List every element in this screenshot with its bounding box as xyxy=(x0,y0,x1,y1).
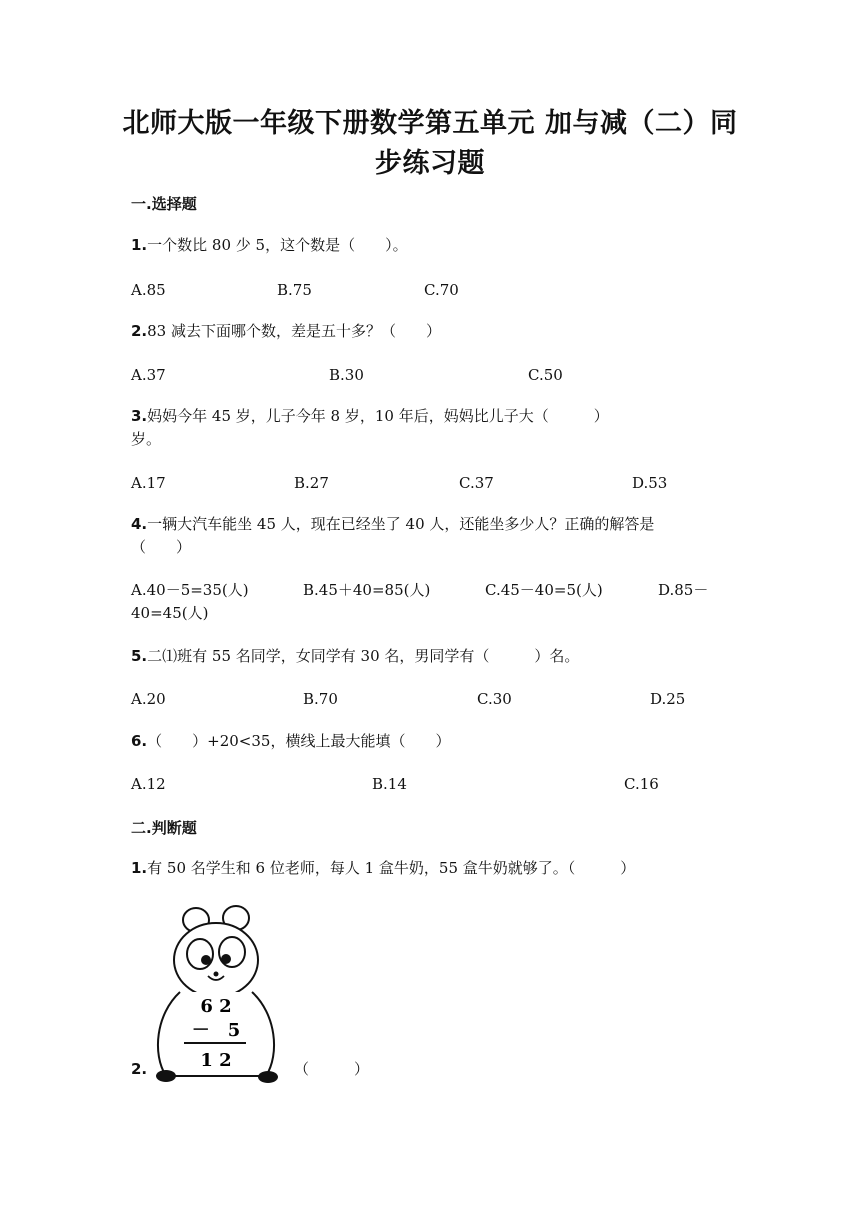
question-text-cont: （ ） xyxy=(131,538,192,556)
section-heading-choice: 一.选择题 xyxy=(131,195,197,213)
option-c[interactable]: C.50 xyxy=(528,366,563,384)
option-c[interactable]: C.37 xyxy=(459,474,494,492)
question-number: 5. xyxy=(131,647,148,665)
option-c[interactable]: C.70 xyxy=(424,281,459,299)
option-a[interactable]: A.40－5=35(人) xyxy=(131,581,249,599)
question-number: 2. xyxy=(131,322,148,340)
option-c[interactable]: C.16 xyxy=(624,775,659,793)
options-5 xyxy=(131,688,731,734)
options-6 xyxy=(131,773,731,819)
question-text: 一辆大汽车能坐 45 人，现在已经坐了 40 人，还能坐多少人？正确的解答是 xyxy=(147,515,655,533)
question-number: 3. xyxy=(131,407,148,425)
option-d[interactable]: D.85－ xyxy=(658,581,709,599)
option-a[interactable]: A.12 xyxy=(131,775,166,793)
judge-question-1 xyxy=(131,857,731,880)
question-number: 2. xyxy=(131,1060,148,1078)
option-c[interactable]: C.30 xyxy=(477,690,512,708)
option-b[interactable]: B.45＋40=85(人) xyxy=(303,581,431,599)
question-number: 1. xyxy=(131,859,148,877)
question-number: 1. xyxy=(131,236,148,254)
question-3 xyxy=(131,405,731,451)
option-c[interactable]: C.45－40=5(人) xyxy=(485,581,603,599)
option-a[interactable]: A.37 xyxy=(131,366,166,384)
subtraction-operand: － 5 xyxy=(191,1020,241,1041)
page-title xyxy=(100,104,760,184)
answer-paren[interactable]: （ ） xyxy=(294,1060,370,1078)
panda-icon xyxy=(152,904,284,1090)
option-a[interactable]: A.20 xyxy=(131,690,166,708)
subtraction-top: 6 2 xyxy=(200,996,232,1017)
option-a[interactable]: A.17 xyxy=(131,474,166,492)
question-number: 6. xyxy=(131,732,148,750)
question-text: 二⑴班有 55 名同学，女同学有 30 名，男同学有（ ）名。 xyxy=(147,647,580,665)
subtraction-result: 1 2 xyxy=(200,1050,232,1071)
option-d[interactable]: D.25 xyxy=(650,690,686,708)
question-4 xyxy=(131,513,731,559)
question-6 xyxy=(131,730,731,753)
option-b[interactable]: B.70 xyxy=(303,690,338,708)
option-b[interactable]: B.14 xyxy=(372,775,407,793)
question-text: 83 减去下面哪个数，差是五十多？（ ） xyxy=(147,322,441,340)
options-2 xyxy=(131,364,731,410)
question-text: 有 50 名学生和 6 位老师，每人 1 盒牛奶，55 盒牛奶就够了。（ ） xyxy=(147,859,636,877)
options-4 xyxy=(131,579,731,625)
question-text: （ ）+20<35，横线上最大能填（ ） xyxy=(147,732,451,750)
question-text-cont: 岁。 xyxy=(131,430,162,448)
title-line-1: 北师大版一年级下册数学第五单元 加与减（二）同 xyxy=(122,108,738,139)
question-5 xyxy=(131,645,731,668)
option-a[interactable]: A.85 xyxy=(131,281,166,299)
option-b[interactable]: B.30 xyxy=(329,366,364,384)
section-heading-judge: 二.判断题 xyxy=(131,819,197,837)
options-3 xyxy=(131,472,731,518)
option-b[interactable]: B.75 xyxy=(277,281,312,299)
options-1 xyxy=(131,279,731,325)
question-2 xyxy=(131,320,731,343)
title-line-2: 步练习题 xyxy=(375,148,485,179)
question-1 xyxy=(131,234,731,257)
question-text: 一个数比 80 少 5，这个数是（ ）。 xyxy=(147,236,408,254)
option-d[interactable]: D.53 xyxy=(632,474,668,492)
option-b[interactable]: B.27 xyxy=(294,474,329,492)
question-text: 妈妈今年 45 岁，儿子今年 8 岁，10 年后，妈妈比儿子大（ ） xyxy=(147,407,609,425)
question-number: 4. xyxy=(131,515,148,533)
option-d-wrap: 40=45(人) xyxy=(131,604,209,622)
